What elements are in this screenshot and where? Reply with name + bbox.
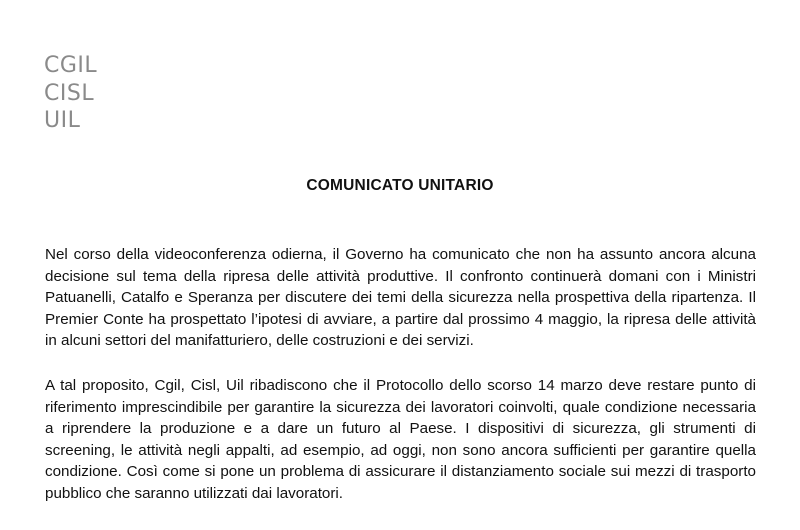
logo-cisl: CISL	[44, 80, 95, 106]
paragraph-2: A tal proposito, Cgil, Cisl, Uil ribadiscono che il Protocollo dello scorso 14 marzo deve restare punto di riferimento imprescindibile per garantire la sicurezza dei lavoratori coinvolti, quale condizione necessaria a riprendere la produzione e a dare un futuro al Paese. I dispositivi di sicurezza, gli strumenti di screening, le attività negli appalti, ad esempio, ad oggi, non sono ancora sufficienti per garantire quella condizione. Così come si pone un problema di assicurare il distanziamento sociale sui mezzi di trasporto pubblico che saranno utilizzati dai lavoratori.	[45, 377, 756, 502]
paragraph-1: Nel corso della videoconferenza odierna, il Governo ha comunicato che non ha assunto ancora alcuna decisione sul tema della ripresa delle attività produttive. Il confronto continuerà domani con i Ministri Patuanelli, Catalfo e Speranza per discutere dei temi della sicurezza nella prospettiva della ripartenza. Il Premier Conte ha prospettato l’ipotesi di avviare, a partire dal prossimo 4 maggio, la ripresa delle attività in alcuni settori del manifatturiero, delle costruzioni e dei servizi.	[45, 246, 756, 350]
union-logo-text	[44, 52, 97, 135]
logo-cgil: CGIL	[44, 53, 98, 78]
document-title: COMUNICATO UNITARIO	[306, 177, 494, 194]
logo-uil: UIL	[44, 108, 81, 133]
